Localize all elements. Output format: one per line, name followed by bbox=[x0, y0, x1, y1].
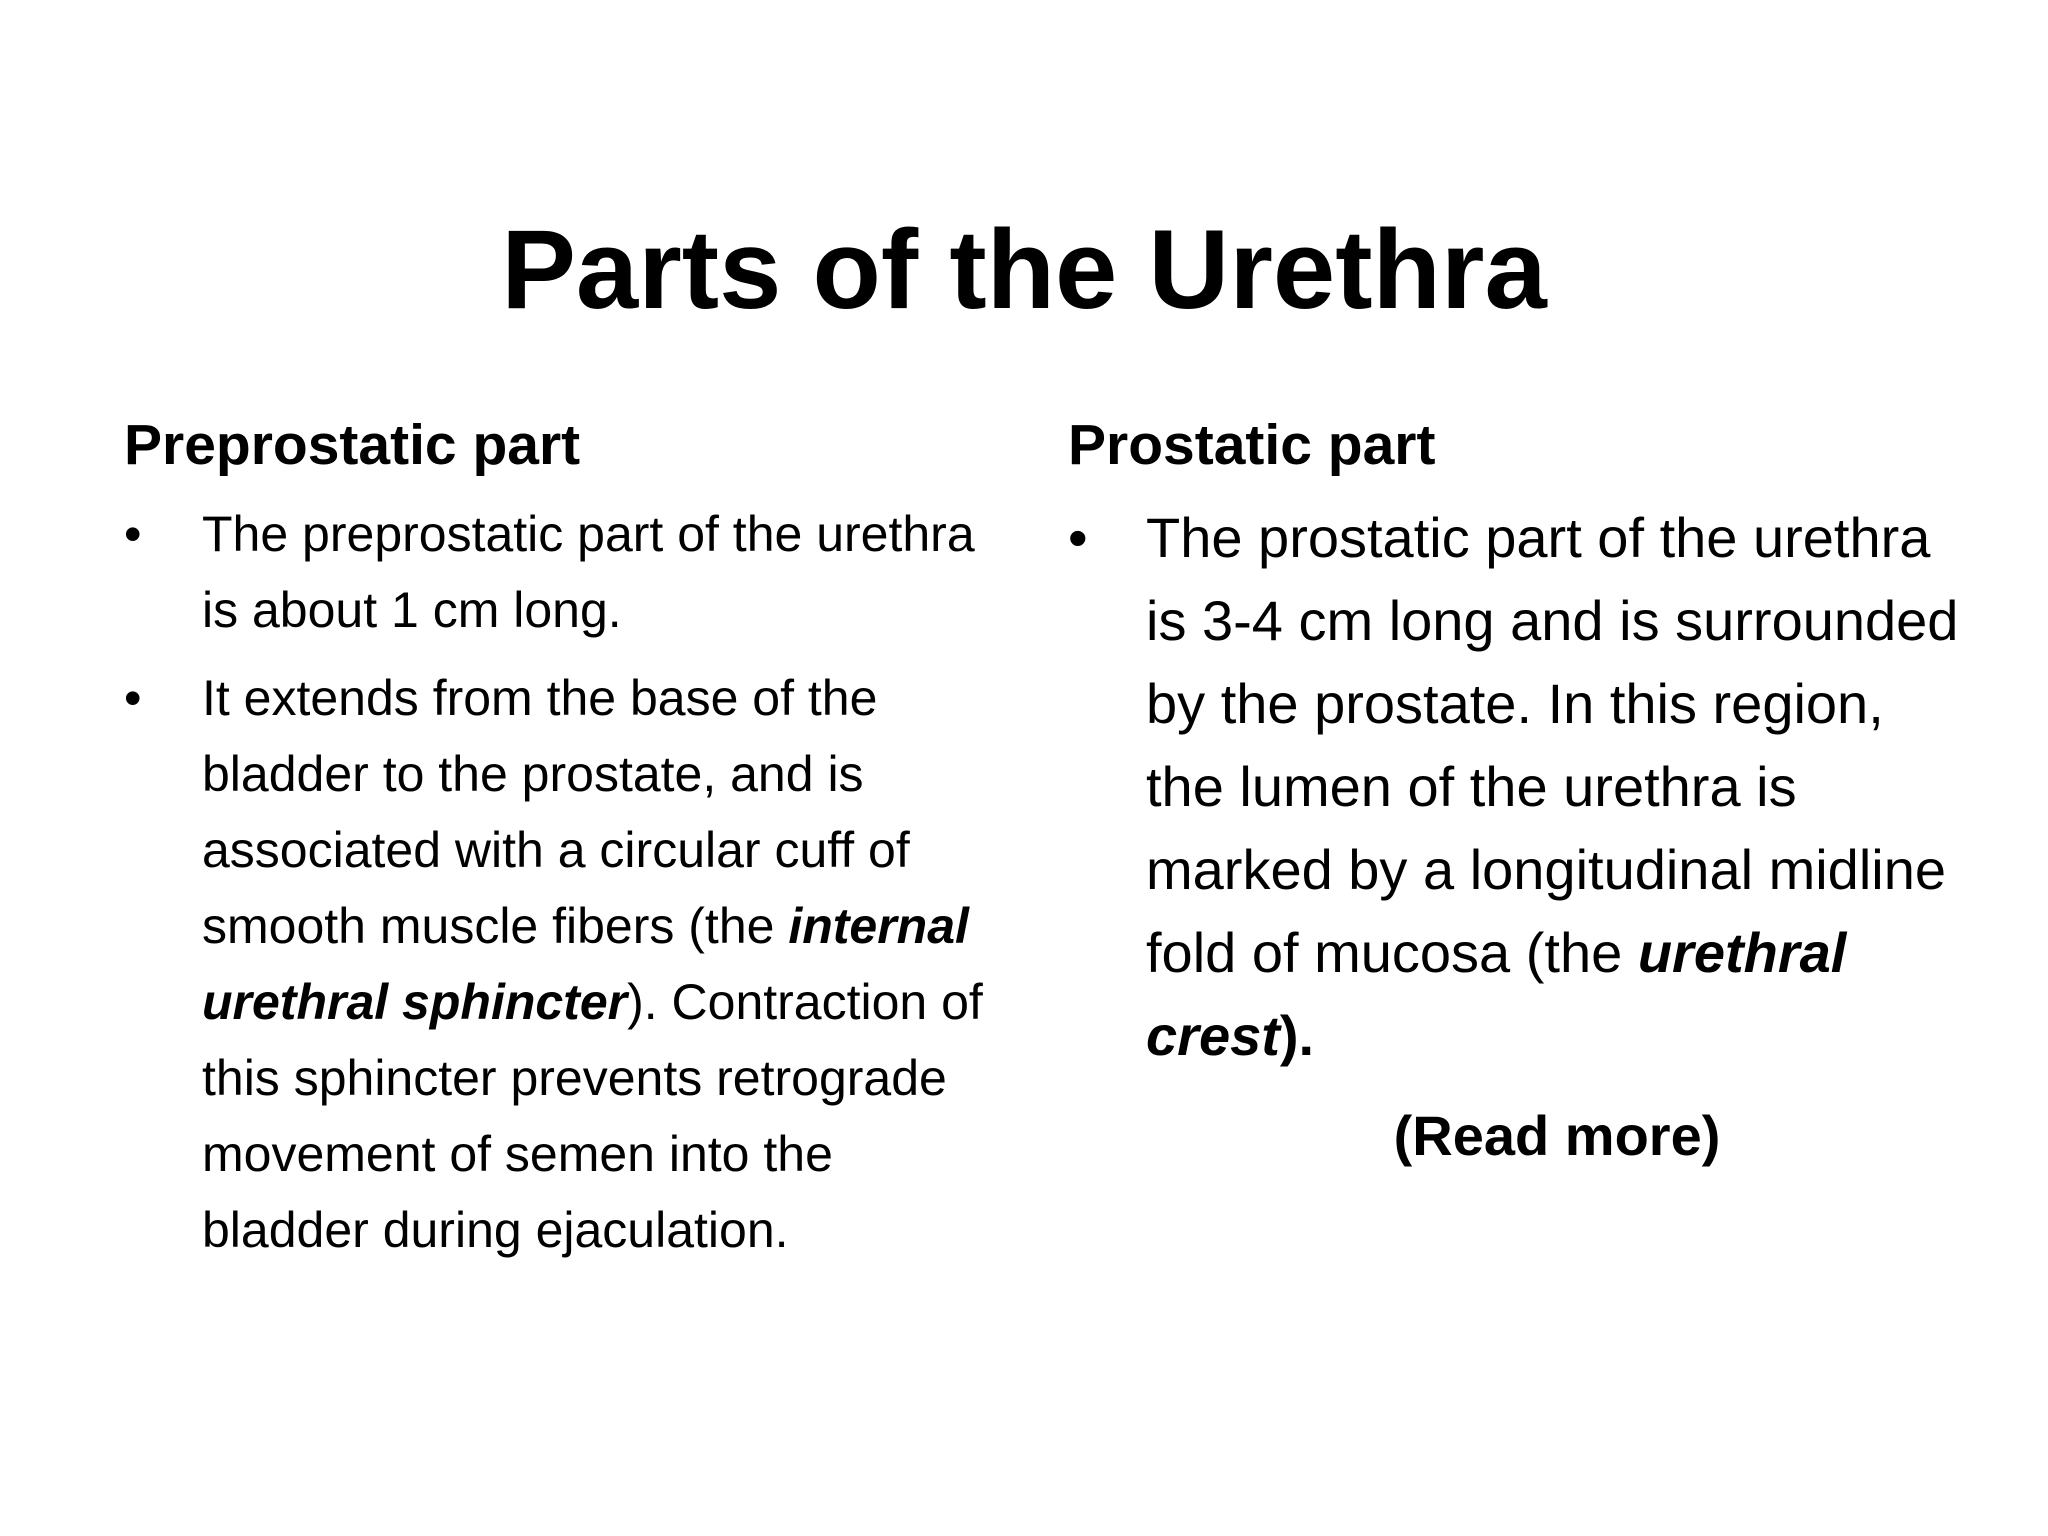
list-item bbox=[1068, 496, 1968, 1077]
bullet-text-part: ). Contraction of this sphincter prevents retrograde movement of semen into the bladder during ejaculation. bbox=[202, 974, 983, 1258]
prostatic-bullet-list bbox=[1068, 496, 1968, 1077]
slide-title: Parts of the Urethra bbox=[501, 207, 1547, 333]
term-internal-urethral-sphincter: internal urethral sphincter bbox=[202, 898, 969, 1030]
preprostatic-heading: Preprostatic part bbox=[124, 413, 581, 477]
preprostatic-column bbox=[124, 410, 1004, 1280]
bullet-text bbox=[1146, 506, 1958, 1067]
bullet-dot-icon: • bbox=[1068, 506, 1088, 569]
bullet-text-part: The prostatic part of the urethra is 3-4 cm long and is surrounded by the prostate. In this region, the lumen of the urethra is marked by a longitudinal midline fold of mucosa (the bbox=[1146, 506, 1959, 984]
bullet-text bbox=[202, 670, 983, 1258]
bullet-text: The preprostatic part of the urethra is about 1 cm long. bbox=[202, 506, 975, 638]
list-item bbox=[124, 496, 1004, 648]
prostatic-heading: Prostatic part bbox=[1068, 413, 1436, 477]
prostatic-column bbox=[1068, 410, 1968, 1077]
bullet-dot-icon: • bbox=[124, 506, 142, 562]
term-urethral-crest: urethral crest bbox=[1146, 921, 1847, 1067]
bullet-text-part: ). bbox=[1279, 1004, 1315, 1067]
bullet-text-part: It extends from the base of the bladder to the prostate, and is associated with a circular cuff of smooth muscle fibers (the bbox=[202, 670, 910, 954]
list-item bbox=[124, 660, 1004, 1268]
bullet-dot-icon: • bbox=[124, 670, 142, 726]
read-more-link[interactable]: (Read more) bbox=[1393, 1104, 1721, 1167]
preprostatic-bullet-list bbox=[124, 496, 1004, 1268]
